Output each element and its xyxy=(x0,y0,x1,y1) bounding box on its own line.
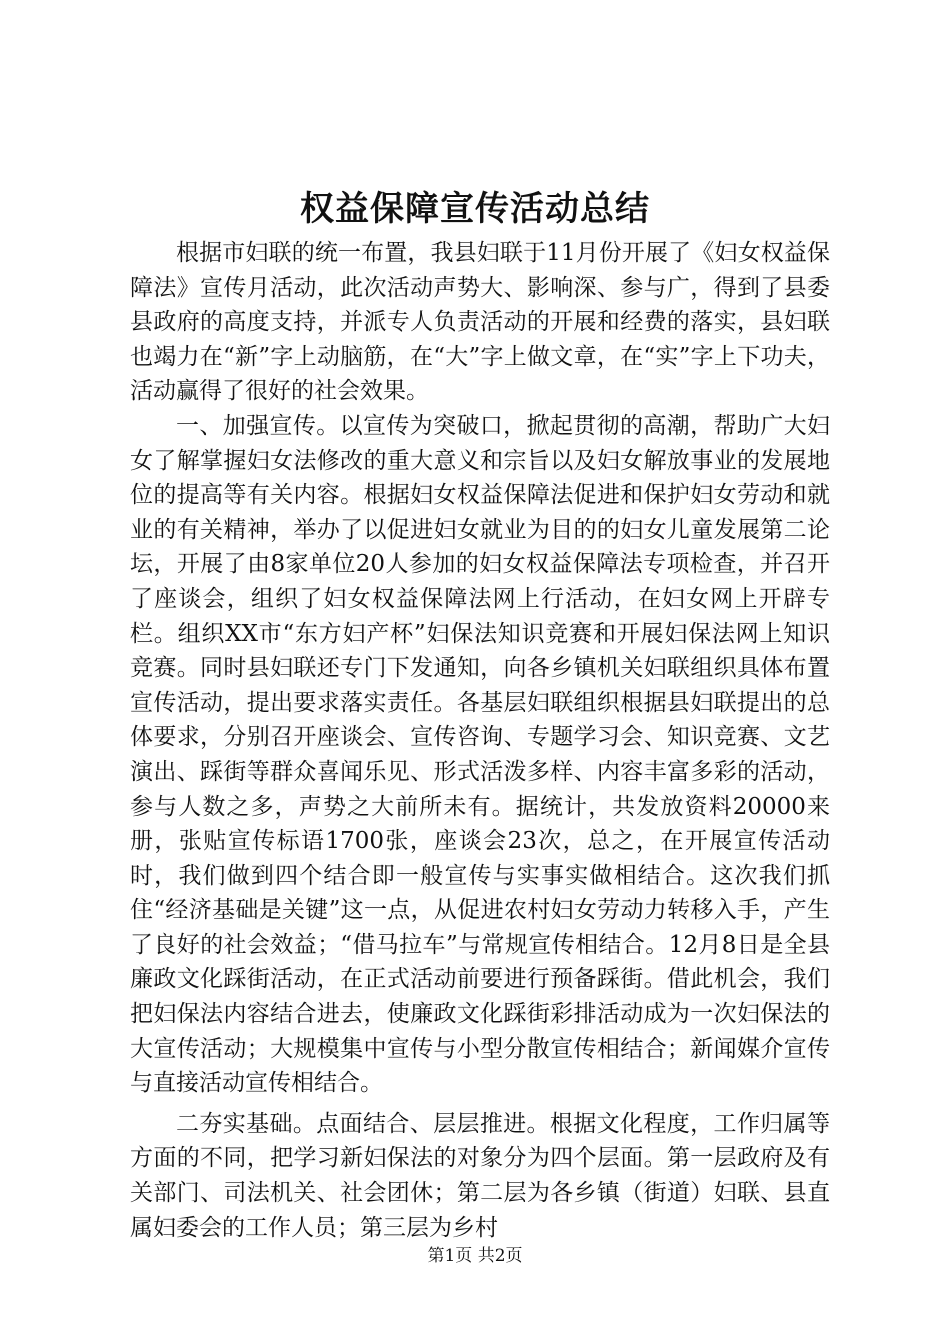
paragraph-section-two: 二夯实基础。点面结合、层层推进。根据文化程度，工作归属等方面的不同，把学习新妇保法的对象分为四个层面。第一层政府及有关部门、司法机关、社会团休；第二层为各乡镇（街道）妇联、县直属妇委会的工作人员；第三层为乡村 xyxy=(130,1110,830,1241)
paragraph-section-one: 一、加强宣传。以宣传为突破口，掀起贯彻的高潮，帮助广大妇女了解掌握妇女法修改的重大意义和宗旨以及妇女解放事业的发展地位的提高等有关内容。根据妇女权益保障法促进和保护妇女劳动和就业的有关精神，举办了以促进妇女就业为目的的妇女儿童发展第二论坛，开展了由8家单位20人参加的妇女权益保障法专项检查，并召开了座谈会，组织了妇女权益保障法网上行活动，在妇女网上开辟专栏。组织XX市“东方妇产杯”妇保法知识竞赛和开展妇保法网上知识竞赛。同时县妇联还专门下发通知，向各乡镇机关妇联组织具体布置宣传活动，提出要求落实责任。各基层妇联组织根据县妇联提出的总体要求，分别召开座谈会、宣传咨询、专题学习会、知识竞赛、文艺演出、踩街等群众喜闻乐见、形式活泼多样、内容丰富多彩的活动，参与人数之多，声势之大前所未有。据统计，共发放资料20000来册，张贴宣传标语1700张，座谈会23次，总之，在开展宣传活动时，我们做到四个结合即一般宣传与实事实做相结合。这次我们抓住“经济基础是关键”这一点，从促进农村妇女劳动力转移入手，产生了良好的社会效益；“借马拉车”与常规宣传相结合。12月8日是全县廉政文化踩街活动，在正式活动前要进行预备踩街。借此机会，我们把妇保法内容结合进去，使廉政文化踩街彩排活动成为一次妇保法的大宣传活动；大规模集中宣传与小型分散宣传相结合；新闻媒介宣传与直接活动宣传相结合。 xyxy=(130,412,830,1097)
document-body xyxy=(130,236,830,1245)
paragraph-intro: 根据市妇联的统一布置，我县妇联于11月份开展了《妇女权益保障法》宣传月活动，此次活动声势大、影响深、参与广，得到了县委县政府的高度支持，并派专人负责活动的开展和经费的落实，县妇联也竭力在“新”字上动脑筋，在“大”字上做文章，在“实”字上下功夫，活动赢得了很好的社会效果。 xyxy=(130,240,830,405)
page-number-footer: 第1页 共2页 xyxy=(427,1246,523,1266)
document-title: 权益保障宣传活动总结 xyxy=(300,189,650,229)
